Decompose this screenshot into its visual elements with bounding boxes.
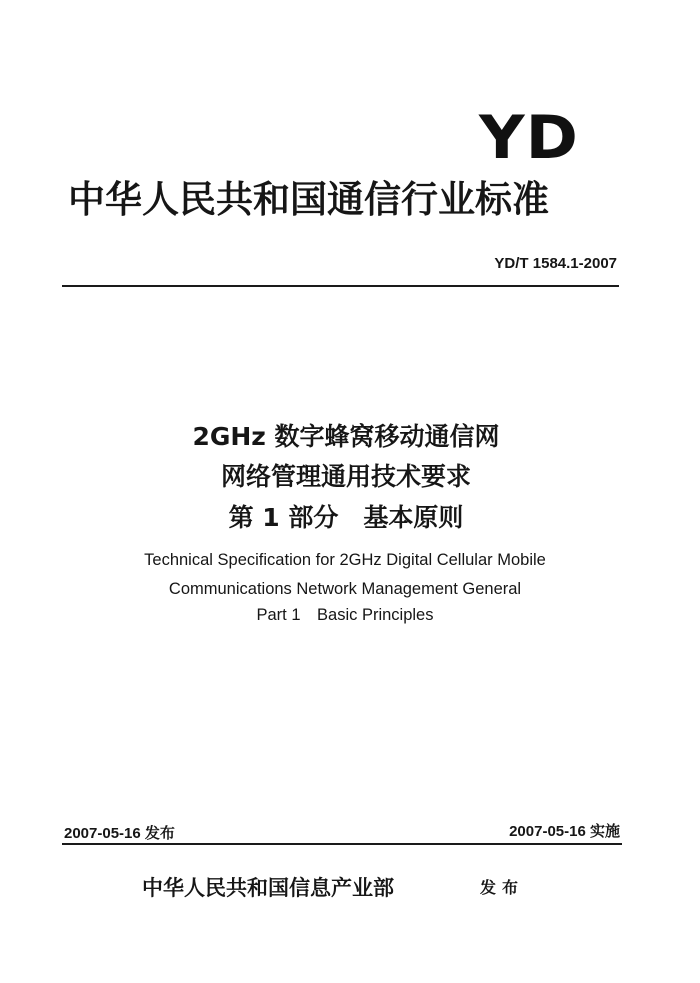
chinese-title-line-2: 网络管理通用技术要求 xyxy=(220,462,471,491)
release-date: 2007-05-16 发布 xyxy=(64,825,175,842)
english-title-line-1: Technical Specification for 2GHz Digital Cellular Mobile xyxy=(144,551,546,569)
standard-category-title: 中华人民共和国通信行业标准 xyxy=(68,178,549,221)
english-title-line-2: Communications Network Management General xyxy=(168,580,522,598)
issuing-authority: 中华人民共和国信息产业部 xyxy=(142,875,394,900)
issue-label: 发布 xyxy=(480,878,525,897)
english-title-line-3: Part 1 Basic Principles xyxy=(256,606,434,624)
header-divider xyxy=(62,285,619,287)
footer-divider xyxy=(62,843,622,845)
chinese-title-line-1: 2GHz 数字蜂窝移动通信网 xyxy=(192,422,500,451)
implementation-date: 2007-05-16 实施 xyxy=(509,823,620,840)
standard-logo: YD xyxy=(478,103,579,173)
standard-number: YD/T 1584.1-2007 xyxy=(494,255,617,272)
chinese-title-line-3: 第 1 部分 基本原则 xyxy=(228,503,464,532)
